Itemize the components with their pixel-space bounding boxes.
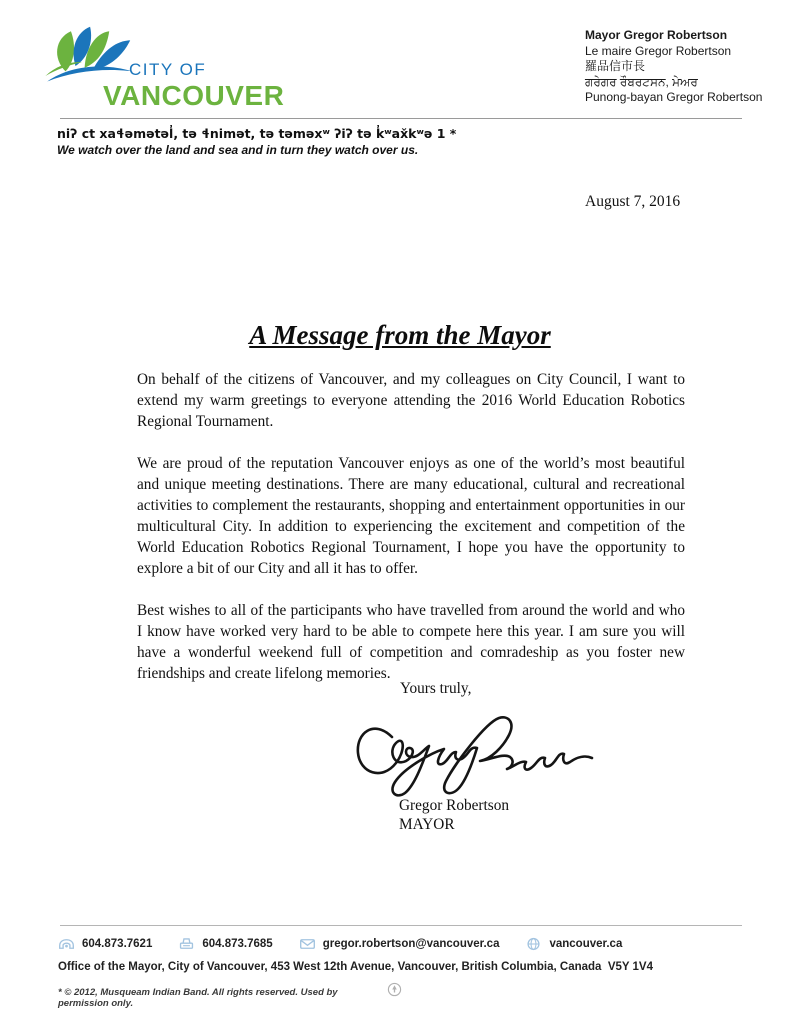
musqueam-phrase: niʔ ct xaɬəmətəl̓, tə ɬnimət, tə təməxʷ ʔiʔ tə k̓ʷax̌kʷə 1 *: [57, 126, 457, 141]
mayor-name-punjabi: ਗਰੇਗਰ ਰੌਬਰਟਸਨ, ਮੇਅਰ: [585, 74, 698, 89]
paragraph-3: Best wishes to all of the participants who have travelled from around the world and who I know have worked very hard to be able to compete here this year. I am sure you will have a wonderful weekend full of competition and comradeship as you foster new friendships and create lifelong memories.: [137, 602, 685, 682]
office-address: Office of the Mayor, City of Vancouver, 453 West 12th Avenue, Vancouver, British Columbia, Canada V5Y 1V4: [58, 961, 654, 973]
footer-divider: [60, 925, 742, 926]
mayor-name-french: Le maire Gregor Robertson: [585, 43, 732, 58]
city-of-vancouver-logo: [45, 24, 315, 109]
mayor-name-english: Mayor Gregor Robertson: [585, 28, 728, 42]
fax-contact: [178, 937, 272, 951]
fax-number: 604.873.7685: [202, 938, 273, 950]
signatory-name: Gregor Robertson: [399, 797, 510, 814]
phone-contact: [58, 937, 152, 951]
logo-city-of-text: CITY OF: [129, 60, 207, 79]
musqueam-copyright-footnote: * © 2012, Musqueam Indian Band. All rights reserved. Used by permission only.: [58, 987, 338, 1009]
recycled-paper-icon: [387, 982, 402, 997]
letter-title: A Message from the Mayor: [249, 320, 551, 350]
paragraph-1: On behalf of the citizens of Vancouver, and my colleagues on City Council, I want to extend my warm greetings to everyone attending the 2016 World Education Robotics Regional Tournament.: [137, 371, 685, 430]
signatory-title: MAYOR: [399, 816, 455, 833]
logo-vancouver-text: VANCOUVER: [103, 80, 285, 111]
mayor-name-tagalog: Punong-bayan Gregor Robertson: [585, 90, 763, 104]
contact-row: [58, 935, 758, 953]
mayor-name-chinese: 羅品信市長: [585, 59, 646, 73]
phone-number: 604.873.7621: [82, 938, 153, 950]
closing-salutation: Yours truly,: [400, 680, 472, 697]
letter-date: August 7, 2016: [585, 193, 681, 210]
mayor-name-block: [585, 28, 785, 106]
email-contact: [299, 937, 500, 951]
phone-icon: [58, 937, 75, 951]
website-contact: [525, 937, 622, 951]
website-url: vancouver.ca: [549, 938, 623, 950]
vancouver-leaf-logo-icon: [45, 24, 137, 86]
email-address: gregor.robertson@vancouver.ca: [322, 938, 500, 950]
paragraph-2: We are proud of the reputation Vancouver enjoys as one of the world’s most beautiful and unique meeting destinations. There are many educational, cultural and recreational activities to complement the restaurants, shopping and entertainment opportunities in our multicultural City. In addition to experiencing the excitement and competition of the World Education Robotics Regional Tournament, I hope you have the opportunity to explore a bit of our City and all it has to offer.: [137, 455, 685, 577]
email-icon: [299, 937, 316, 951]
mayor-signature-image: [352, 703, 602, 798]
letter-body: [137, 369, 685, 705]
globe-icon: [525, 937, 542, 951]
fax-icon: [178, 937, 195, 951]
musqueam-translation: We watch over the land and sea and in turn they watch over us.: [57, 143, 419, 157]
header-divider: [60, 118, 742, 119]
